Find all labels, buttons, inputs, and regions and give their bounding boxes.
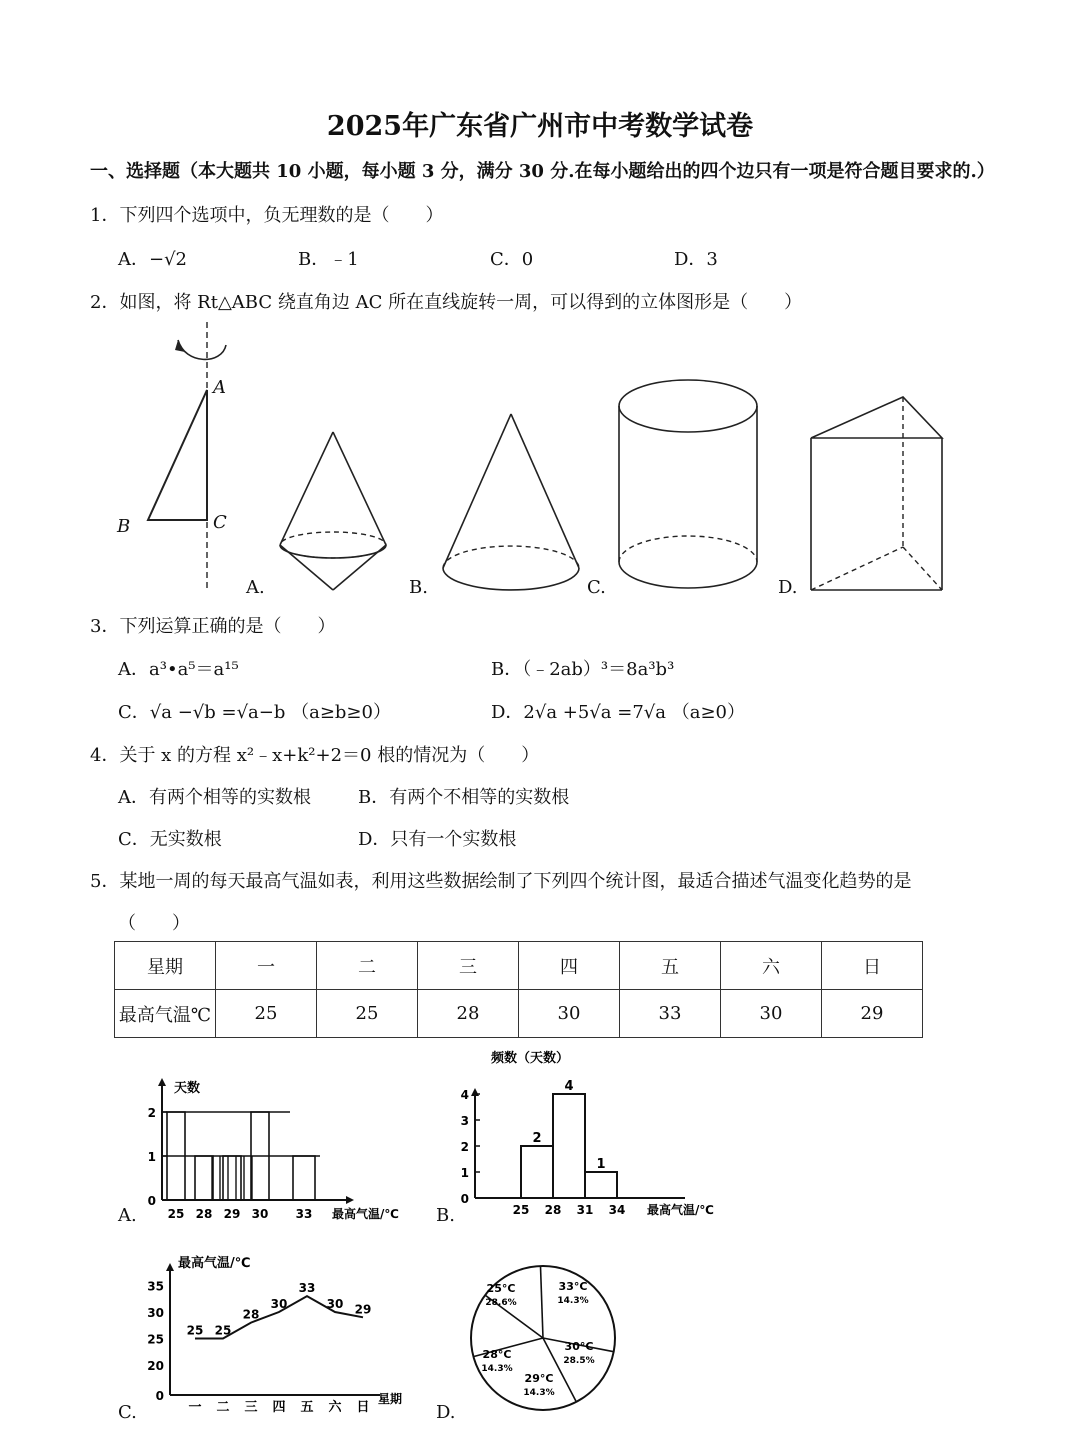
q5-option-d: D. [436, 1402, 456, 1423]
q4-option-a: A．有两个相等的实数根 [118, 787, 311, 808]
q2-option-a: A. [246, 577, 265, 598]
q2-option-d: D. [778, 577, 798, 598]
data-label: 1 [596, 1157, 606, 1172]
point-b-label: B [117, 516, 131, 537]
section-heading: 一、选择题（本大题共 10 小题，每小题 3 分，满分 30 分.在每小题给出的四个边只有一项是符合题目要求的.） [90, 161, 995, 182]
slice-percent: 14.3% [557, 1296, 589, 1306]
chart-a-bar [140, 1070, 430, 1225]
x-axis-label: 最高气温/℃ [647, 1203, 714, 1217]
x-tick-label: 六 [328, 1400, 342, 1415]
table-cell: 一 [216, 942, 317, 990]
slice-label: 30°C [564, 1340, 594, 1353]
figure-a-double-cone [280, 432, 386, 590]
slice-percent: 14.3% [481, 1364, 513, 1374]
bar [195, 1156, 213, 1200]
x-tick-label: 30 [251, 1207, 269, 1221]
table-cell: 星期 [115, 942, 216, 990]
q3-option-a: A．a³•a⁵＝a¹⁵ [118, 659, 239, 680]
data-label: 25 [186, 1323, 204, 1338]
x-tick-label: 29 [223, 1207, 241, 1221]
data-label: 4 [564, 1079, 574, 1094]
x-tick-label: 四 [272, 1400, 286, 1415]
y-tick-label: 0 [147, 1194, 156, 1208]
data-label: 30 [270, 1297, 288, 1311]
figure-b-cone [443, 414, 579, 590]
table-cell: 三 [418, 942, 519, 990]
q2-stem: 2．如图，将 Rt△ABC 绕直角边 AC 所在直线旋转一周，可以得到的立体图形是（ ） [90, 292, 803, 313]
data-label: 2 [532, 1131, 542, 1146]
data-label: 30 [326, 1297, 344, 1311]
q4-stem: 4．关于 x 的方程 x²﹣x+k²+2＝0 根的情况为（ ） [90, 745, 540, 766]
x-tick-label: 31 [576, 1203, 594, 1217]
y-axis-arrow [471, 1088, 479, 1096]
page-title: 2025年广东省广州市中考数学试卷 [326, 111, 754, 142]
bar [293, 1156, 315, 1200]
slice-percent: 28.5% [563, 1356, 595, 1366]
data-label: 28 [242, 1307, 260, 1322]
slice-percent: 14.3% [523, 1388, 555, 1398]
table-cell: 30 [519, 990, 620, 1038]
x-tick-label: 二 [216, 1400, 230, 1415]
q5-stem: 5．某地一周的每天最高气温如表，利用这些数据绘制了下列四个统计图，最适合描述气温变化趋势的是 [90, 871, 912, 892]
figure-d-prism [811, 397, 942, 590]
bar [521, 1146, 553, 1198]
rotation-figure [148, 322, 226, 592]
table-cell: 六 [721, 942, 822, 990]
table-cell: 30 [721, 990, 822, 1038]
q4-option-d: D．只有一个实数根 [358, 829, 517, 850]
table-cell: 日 [822, 942, 923, 990]
x-tick-label: 五 [300, 1400, 314, 1415]
x-tick-label: 28 [544, 1203, 562, 1217]
y-axis-arrow [158, 1078, 166, 1086]
chart-c-line [140, 1245, 430, 1420]
y-tick-label: 30 [147, 1306, 164, 1320]
x-axis-label: 最高气温/℃ [332, 1207, 399, 1221]
q5-option-b: B. [436, 1205, 455, 1226]
q1-option-b: B．﹣1 [298, 249, 359, 270]
q4-option-c: C．无实数根 [118, 829, 222, 850]
q1-option-d: D．3 [674, 249, 718, 270]
x-tick-label: 25 [512, 1203, 530, 1217]
point-a-label: A [213, 377, 226, 398]
q3-option-c: C．√a −√b =√a−b （a≥b≥0） [118, 702, 391, 723]
rotation-arrow [178, 340, 226, 359]
table-cell: 29 [822, 990, 923, 1038]
q2-figures [0, 0, 1080, 620]
table-cell: 二 [317, 942, 418, 990]
x-axis-label: 星期 [378, 1392, 403, 1406]
x-tick-label: 日 [356, 1400, 370, 1415]
q5-paren: （ ） [118, 913, 190, 934]
slice-label: 33°C [558, 1280, 588, 1293]
slice-percent: 28.6% [485, 1298, 517, 1308]
x-tick-label: 25 [167, 1207, 185, 1221]
y-tick-label: 25 [147, 1332, 164, 1347]
table-cell: 25 [317, 990, 418, 1038]
y-tick-label: 0 [460, 1192, 469, 1206]
y-axis-label: 频数（天数） [491, 1051, 570, 1066]
y-tick-label: 4 [460, 1088, 469, 1102]
arrow-head [175, 340, 185, 352]
q3-option-b: B．（﹣2ab）³＝8a³b³ [491, 659, 675, 680]
figure-c-cylinder [619, 380, 757, 588]
y-tick-label: 20 [147, 1359, 164, 1373]
temperature-table [114, 941, 923, 1038]
y-tick-label: 1 [147, 1150, 156, 1164]
x-tick-label: 28 [195, 1207, 213, 1221]
q1-option-c: C．0 [490, 249, 534, 270]
y-tick-label: 3 [460, 1114, 469, 1128]
table-cell: 25 [216, 990, 317, 1038]
chart-d-pie [465, 1258, 625, 1428]
slice-label: 29°C [524, 1372, 554, 1385]
bar [585, 1172, 617, 1198]
q2-option-b: B. [409, 577, 428, 598]
q3-stem: 3．下列运算正确的是（ ） [90, 616, 336, 637]
q1-option-a: A．−√2 [118, 249, 188, 270]
data-label: 29 [354, 1302, 372, 1317]
y-tick-label: 35 [147, 1279, 164, 1294]
y-tick-label: 0 [155, 1389, 164, 1403]
slice-label: 28°C [482, 1348, 512, 1361]
data-label: 25 [214, 1323, 232, 1338]
y-axis-label: 最高气温/℃ [178, 1256, 251, 1271]
x-tick-label: 34 [608, 1203, 626, 1217]
table-row [115, 942, 923, 990]
y-tick-label: 1 [460, 1166, 469, 1180]
x-tick-label: 一 [188, 1400, 202, 1415]
q2-option-c: C. [587, 577, 606, 598]
table-cell: 33 [620, 990, 721, 1038]
x-tick-label: 三 [244, 1400, 258, 1415]
slice-label: 25°C [486, 1282, 516, 1295]
q5-option-c: C. [118, 1402, 137, 1423]
chart-b-histogram [455, 1050, 745, 1225]
table-cell: 四 [519, 942, 620, 990]
x-tick-label: 33 [295, 1207, 313, 1221]
q5-option-a: A. [118, 1205, 137, 1226]
table-cell: 最高气温℃ [115, 990, 216, 1038]
bar [553, 1094, 585, 1198]
y-tick-label: 2 [147, 1106, 156, 1120]
data-label: 33 [298, 1281, 316, 1296]
table-row [115, 990, 923, 1038]
q4-option-b: B．有两个不相等的实数根 [358, 787, 570, 808]
q3-option-d: D．2√a +5√a =7√a （a≥0） [491, 702, 745, 723]
right-triangle [148, 390, 207, 520]
point-c-label: C [213, 512, 227, 533]
table-cell: 五 [620, 942, 721, 990]
q1-stem: 1．下列四个选项中，负无理数的是（ ） [90, 205, 444, 226]
y-axis-label: 天数 [174, 1081, 201, 1096]
table-cell: 28 [418, 990, 519, 1038]
pie-slice [540, 1266, 543, 1338]
bar [223, 1156, 241, 1200]
x-axis-arrow [346, 1196, 354, 1204]
y-axis-arrow [166, 1263, 174, 1271]
y-tick-label: 2 [460, 1140, 469, 1154]
